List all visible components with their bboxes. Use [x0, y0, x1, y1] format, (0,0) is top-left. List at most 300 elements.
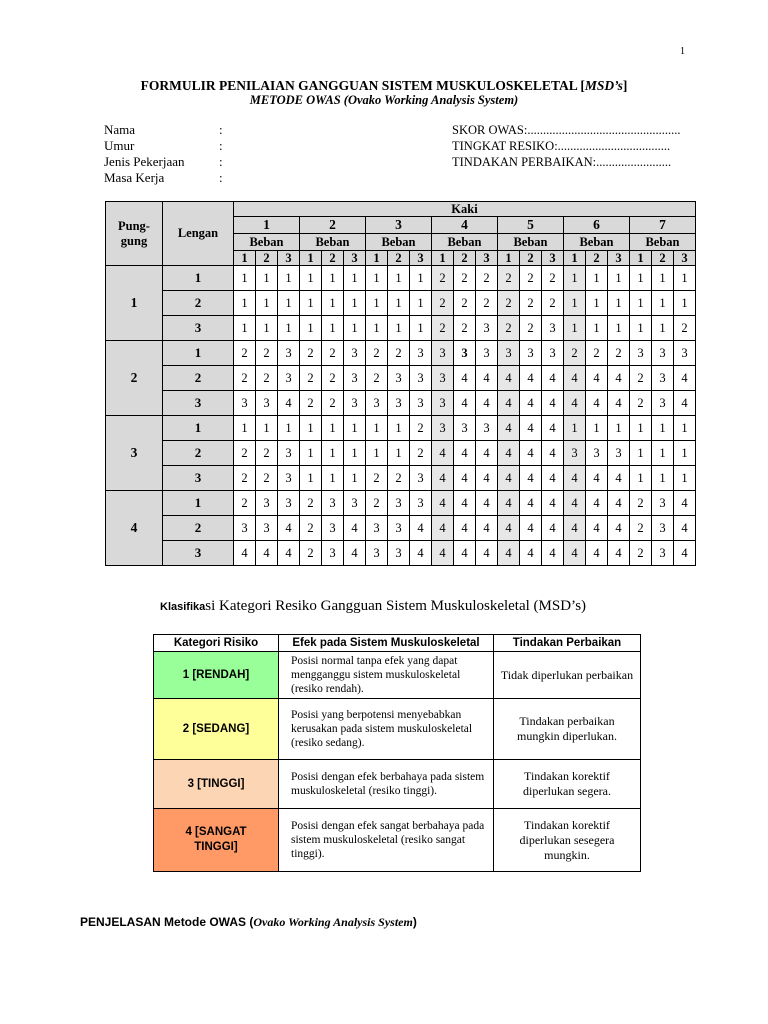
owas-score-cell: 4 [476, 366, 498, 391]
owas-score-cell: 2 [300, 341, 322, 366]
owas-score-cell: 1 [300, 466, 322, 491]
beban-label: Beban [300, 234, 366, 251]
owas-score-cell: 1 [344, 416, 366, 441]
owas-score-cell: 1 [674, 441, 696, 466]
owas-score-cell: 2 [542, 266, 564, 291]
field-label-umur: Umur [104, 138, 135, 153]
category-header-row [154, 635, 641, 652]
owas-score-cell: 1 [564, 316, 586, 341]
beban-number: 3 [344, 251, 366, 266]
owas-score-cell: 4 [256, 541, 278, 566]
classification-title: Klasifikasi Kategori Resiko Gangguan Sistem Muskuloskeletal (MSD’s) [160, 598, 587, 614]
owas-score-cell: 4 [454, 441, 476, 466]
owas-score-cell: 4 [476, 491, 498, 516]
owas-score-cell: 4 [674, 541, 696, 566]
owas-score-cell: 1 [674, 416, 696, 441]
owas-score-cell: 1 [322, 291, 344, 316]
owas-score-cell: 1 [388, 316, 410, 341]
owas-score-cell: 1 [300, 416, 322, 441]
owas-score-cell: 3 [366, 391, 388, 416]
owas-score-cell: 4 [476, 541, 498, 566]
owas-score-cell: 1 [608, 291, 630, 316]
category-header-cell: Kategori Risiko [154, 635, 279, 652]
owas-score-cell: 3 [388, 516, 410, 541]
category-header-cell: Tindakan Perbaikan [494, 635, 641, 652]
owas-score-cell: 2 [366, 491, 388, 516]
category-effect: Posisi dengan efek berbahaya pada sistem muskuloskeletal (resiko tinggi). [279, 760, 494, 809]
owas-score-cell: 4 [234, 541, 256, 566]
owas-score-cell: 4 [476, 391, 498, 416]
owas-score-cell: 1 [366, 441, 388, 466]
owas-score-cell: 1 [630, 416, 652, 441]
owas-score-cell: 4 [498, 491, 520, 516]
owas-score-cell: 4 [564, 391, 586, 416]
owas-score-cell: 4 [586, 491, 608, 516]
owas-score-cell: 4 [564, 366, 586, 391]
form-subtitle: METODE OWAS (Ovako Working Analysis System) [249, 93, 519, 107]
owas-score-cell: 1 [564, 291, 586, 316]
lengan-value: 1 [163, 266, 234, 291]
owas-score-cell: 1 [344, 441, 366, 466]
owas-score-cell: 3 [652, 366, 674, 391]
owas-score-cell: 2 [300, 541, 322, 566]
owas-score-cell: 1 [322, 316, 344, 341]
owas-score-cell: 1 [564, 416, 586, 441]
owas-score-cell: 3 [278, 366, 300, 391]
owas-score-cell: 4 [432, 466, 454, 491]
kaki-number: 2 [300, 217, 366, 234]
owas-score-cell: 3 [476, 341, 498, 366]
owas-data-row [106, 416, 696, 441]
owas-score-cell: 3 [432, 391, 454, 416]
kaki-number: 5 [498, 217, 564, 234]
beban-number: 3 [542, 251, 564, 266]
owas-score-cell: 4 [432, 441, 454, 466]
owas-score-cell: 4 [278, 541, 300, 566]
owas-score-cell: 4 [476, 466, 498, 491]
owas-score-cell: 4 [586, 541, 608, 566]
category-row [154, 699, 641, 760]
owas-score-cell: 2 [454, 291, 476, 316]
owas-score-cell: 2 [322, 341, 344, 366]
owas-score-cell: 1 [630, 441, 652, 466]
beban-number: 1 [432, 251, 454, 266]
owas-score-cell: 1 [410, 266, 432, 291]
header-lengan: Lengan [163, 202, 234, 266]
lengan-value: 2 [163, 366, 234, 391]
owas-score-cell: 3 [322, 516, 344, 541]
beban-label: Beban [234, 234, 300, 251]
owas-score-cell: 4 [542, 516, 564, 541]
owas-score-cell: 2 [410, 441, 432, 466]
owas-score-cell: 3 [498, 341, 520, 366]
owas-score-cell: 4 [520, 541, 542, 566]
owas-score-cell: 1 [234, 266, 256, 291]
owas-score-cell: 3 [454, 341, 476, 366]
owas-score-cell: 2 [630, 491, 652, 516]
owas-data-row [106, 466, 696, 491]
owas-score-cell: 1 [322, 416, 344, 441]
owas-score-cell: 3 [410, 366, 432, 391]
owas-score-cell: 2 [388, 341, 410, 366]
beban-number: 1 [300, 251, 322, 266]
owas-score-cell: 1 [300, 441, 322, 466]
owas-score-cell: 4 [564, 491, 586, 516]
owas-score-cell: 2 [256, 441, 278, 466]
beban-number: 3 [608, 251, 630, 266]
owas-score-cell: 3 [322, 541, 344, 566]
category-name: 2 [SEDANG] [154, 699, 279, 760]
kaki-number: 4 [432, 217, 498, 234]
category-action: Tindakan korektif diperlukan segera. [494, 760, 641, 809]
punggung-value: 4 [106, 491, 163, 566]
owas-score-cell: 1 [674, 266, 696, 291]
owas-score-cell: 4 [498, 516, 520, 541]
owas-score-cell: 4 [454, 391, 476, 416]
punggung-value: 2 [106, 341, 163, 416]
owas-score-cell: 1 [586, 291, 608, 316]
owas-score-cell: 2 [366, 466, 388, 491]
owas-score-cell: 1 [344, 291, 366, 316]
risk-category-table [153, 634, 641, 872]
field-colon: : [219, 122, 223, 137]
beban-label: Beban [564, 234, 630, 251]
owas-score-cell: 2 [366, 366, 388, 391]
owas-score-cell: 4 [542, 466, 564, 491]
owas-score-cell: 4 [608, 366, 630, 391]
owas-score-cell: 1 [256, 291, 278, 316]
owas-score-cell: 3 [366, 541, 388, 566]
beban-number: 3 [674, 251, 696, 266]
owas-score-cell: 2 [498, 316, 520, 341]
owas-data-row [106, 441, 696, 466]
kaki-number: 1 [234, 217, 300, 234]
owas-score-cell: 1 [388, 266, 410, 291]
beban-number: 3 [278, 251, 300, 266]
beban-label: Beban [498, 234, 564, 251]
owas-data-row [106, 366, 696, 391]
owas-score-cell: 1 [388, 291, 410, 316]
owas-score-cell: 3 [608, 441, 630, 466]
owas-score-cell: 4 [608, 391, 630, 416]
beban-number: 2 [520, 251, 542, 266]
beban-number: 3 [476, 251, 498, 266]
owas-score-cell: 2 [234, 441, 256, 466]
owas-score-cell: 3 [256, 516, 278, 541]
owas-score-cell: 4 [520, 516, 542, 541]
owas-score-cell: 4 [564, 516, 586, 541]
owas-score-cell: 1 [366, 316, 388, 341]
owas-score-cell: 4 [542, 391, 564, 416]
owas-score-cell: 4 [542, 491, 564, 516]
owas-score-cell: 3 [652, 341, 674, 366]
lengan-value: 3 [163, 466, 234, 491]
owas-score-cell: 1 [410, 316, 432, 341]
lengan-value: 1 [163, 491, 234, 516]
lengan-value: 3 [163, 541, 234, 566]
beban-number: 2 [388, 251, 410, 266]
owas-score-cell: 4 [454, 491, 476, 516]
owas-score-cell: 3 [344, 391, 366, 416]
owas-score-cell: 4 [454, 516, 476, 541]
kaki-number: 6 [564, 217, 630, 234]
owas-score-cell: 1 [652, 291, 674, 316]
owas-score-cell: 4 [454, 466, 476, 491]
owas-score-cell: 2 [410, 416, 432, 441]
owas-score-cell: 3 [256, 491, 278, 516]
owas-score-cell: 3 [344, 341, 366, 366]
owas-score-cell: 1 [564, 266, 586, 291]
owas-score-cell: 2 [300, 366, 322, 391]
owas-score-cell: 2 [432, 266, 454, 291]
owas-score-cell: 4 [278, 516, 300, 541]
owas-score-cell: 1 [410, 291, 432, 316]
category-action: Tindakan korektif diperlukan sesegera mungkin. [494, 809, 641, 872]
owas-score-cell: 3 [278, 341, 300, 366]
category-header-cell: Efek pada Sistem Muskuloskeletal [279, 635, 494, 652]
owas-score-cell: 2 [630, 391, 652, 416]
field-colon: : [219, 170, 223, 185]
lengan-value: 2 [163, 441, 234, 466]
owas-data-row [106, 316, 696, 341]
owas-score-cell: 2 [432, 291, 454, 316]
owas-score-cell: 2 [454, 266, 476, 291]
beban-number: 2 [652, 251, 674, 266]
category-effect: Posisi yang berpotensi menyebabkan kerusakan pada sistem muskuloskeletal (resiko sedang). [279, 699, 494, 760]
owas-score-cell: 3 [476, 416, 498, 441]
owas-score-cell: 4 [520, 466, 542, 491]
beban-number: 1 [630, 251, 652, 266]
owas-score-cell: 2 [234, 341, 256, 366]
owas-data-row [106, 516, 696, 541]
field-tingkat-resiko: TINGKAT RESIKO:.................................... [452, 139, 671, 153]
owas-score-cell: 2 [454, 316, 476, 341]
owas-score-cell: 4 [432, 491, 454, 516]
category-name: 1 [RENDAH] [154, 652, 279, 699]
owas-score-cell: 4 [344, 516, 366, 541]
owas-score-cell: 3 [432, 366, 454, 391]
owas-score-cell: 3 [278, 466, 300, 491]
owas-score-cell: 2 [586, 341, 608, 366]
owas-score-cell: 1 [652, 416, 674, 441]
field-label-masa-kerja: Masa Kerja [104, 170, 165, 185]
owas-score-cell: 2 [630, 366, 652, 391]
owas-score-cell: 3 [388, 391, 410, 416]
owas-score-cell: 2 [542, 291, 564, 316]
field-label-nama: Nama [104, 122, 136, 137]
form-title: FORMULIR PENILAIAN GANGGUAN SISTEM MUSKULOSKELETAL [MSD’s] [140, 78, 628, 93]
punggung-value: 3 [106, 416, 163, 491]
category-effect: Posisi normal tanpa efek yang dapat mengganggu sistem muskuloskeletal (resiko rendah). [279, 652, 494, 699]
owas-score-cell: 2 [630, 541, 652, 566]
owas-score-cell: 4 [432, 516, 454, 541]
owas-score-cell: 3 [410, 466, 432, 491]
owas-score-cell: 4 [476, 441, 498, 466]
beban-label: Beban [630, 234, 696, 251]
owas-score-cell: 3 [652, 516, 674, 541]
owas-score-cell: 2 [476, 266, 498, 291]
owas-score-cell: 3 [410, 391, 432, 416]
owas-score-cell: 1 [366, 266, 388, 291]
owas-score-cell: 1 [586, 316, 608, 341]
owas-score-cell: 4 [476, 516, 498, 541]
beban-number: 2 [256, 251, 278, 266]
category-row [154, 809, 641, 872]
owas-score-cell: 1 [278, 316, 300, 341]
owas-score-cell: 1 [256, 416, 278, 441]
owas-score-cell: 4 [608, 516, 630, 541]
owas-score-cell: 4 [674, 516, 696, 541]
owas-data-row [106, 291, 696, 316]
owas-score-cell: 1 [608, 266, 630, 291]
beban-number: 2 [586, 251, 608, 266]
category-row [154, 760, 641, 809]
owas-score-cell: 3 [278, 491, 300, 516]
owas-score-cell: 2 [520, 266, 542, 291]
page-number: 1 [680, 46, 685, 57]
owas-score-cell: 1 [608, 416, 630, 441]
owas-score-cell: 3 [520, 341, 542, 366]
lengan-value: 3 [163, 391, 234, 416]
owas-score-cell: 3 [564, 441, 586, 466]
owas-score-cell: 4 [278, 391, 300, 416]
owas-score-cell: 2 [300, 491, 322, 516]
beban-label: Beban [366, 234, 432, 251]
owas-score-cell: 2 [322, 366, 344, 391]
owas-score-cell: 4 [454, 366, 476, 391]
field-colon: : [219, 154, 223, 169]
owas-score-cell: 1 [366, 291, 388, 316]
owas-score-cell: 1 [300, 316, 322, 341]
owas-score-cell: 1 [300, 266, 322, 291]
owas-score-cell: 3 [388, 541, 410, 566]
owas-score-cell: 4 [520, 491, 542, 516]
owas-score-cell: 4 [410, 516, 432, 541]
owas-score-cell: 3 [256, 391, 278, 416]
owas-score-cell: 2 [234, 466, 256, 491]
owas-score-cell: 4 [344, 541, 366, 566]
score-fields [452, 122, 681, 170]
owas-score-cell: 4 [410, 541, 432, 566]
lengan-value: 2 [163, 516, 234, 541]
owas-score-cell: 1 [278, 266, 300, 291]
beban-number: 2 [322, 251, 344, 266]
owas-score-cell: 1 [674, 466, 696, 491]
owas-score-cell: 2 [300, 516, 322, 541]
owas-score-cell: 4 [498, 366, 520, 391]
punggung-value: 1 [106, 266, 163, 341]
owas-score-cell: 1 [322, 466, 344, 491]
owas-score-cell: 3 [410, 491, 432, 516]
owas-score-cell: 2 [322, 391, 344, 416]
header-punggung: Pung- gung [106, 202, 163, 266]
owas-score-cell: 4 [586, 366, 608, 391]
owas-score-cell: 1 [234, 291, 256, 316]
owas-score-cell: 2 [388, 466, 410, 491]
kaki-number: 7 [630, 217, 696, 234]
owas-data-row [106, 541, 696, 566]
field-colon: : [219, 138, 223, 153]
owas-score-cell: 1 [388, 416, 410, 441]
owas-score-cell: 4 [564, 541, 586, 566]
owas-score-cell: 4 [564, 466, 586, 491]
owas-score-cell: 1 [234, 416, 256, 441]
field-label-jenis-pekerjaan: Jenis Pekerjaan [104, 154, 185, 169]
field-skor-owas: SKOR OWAS:................................................. [452, 123, 681, 137]
kaki-number: 3 [366, 217, 432, 234]
beban-number: 1 [498, 251, 520, 266]
owas-score-cell: 3 [410, 341, 432, 366]
lengan-value: 2 [163, 291, 234, 316]
owas-score-cell: 3 [652, 391, 674, 416]
owas-score-cell: 1 [278, 416, 300, 441]
owas-score-cell: 4 [674, 491, 696, 516]
field-tindakan-perbaikan: TINDAKAN PERBAIKAN:........................ [452, 155, 672, 169]
owas-score-cell: 2 [608, 341, 630, 366]
owas-score-cell: 1 [366, 416, 388, 441]
owas-data-row [106, 391, 696, 416]
owas-score-cell: 2 [520, 316, 542, 341]
owas-score-cell: 3 [322, 491, 344, 516]
owas-score-cell: 4 [498, 391, 520, 416]
owas-explanation-heading: PENJELASAN Metode OWAS (Ovako Working Analysis System) [80, 915, 417, 929]
owas-score-cell: 3 [630, 341, 652, 366]
owas-score-cell: 3 [586, 441, 608, 466]
category-name: 3 [TINGGI] [154, 760, 279, 809]
owas-score-cell: 4 [608, 466, 630, 491]
owas-score-cell: 1 [322, 441, 344, 466]
owas-score-cell: 2 [674, 316, 696, 341]
owas-score-cell: 1 [322, 266, 344, 291]
owas-score-cell: 1 [652, 441, 674, 466]
category-name: 4 [SANGAT TINGGI] [154, 809, 279, 872]
owas-score-cell: 3 [388, 366, 410, 391]
owas-score-cell: 1 [630, 316, 652, 341]
beban-number: 1 [564, 251, 586, 266]
owas-score-cell: 4 [586, 516, 608, 541]
owas-score-cell: 1 [344, 316, 366, 341]
lengan-value: 1 [163, 416, 234, 441]
owas-score-cell: 4 [542, 441, 564, 466]
owas-score-cell: 1 [630, 466, 652, 491]
owas-score-cell: 4 [498, 541, 520, 566]
owas-data-row [106, 266, 696, 291]
owas-score-cell: 4 [520, 416, 542, 441]
owas-score-cell: 4 [608, 541, 630, 566]
owas-score-cell: 1 [300, 291, 322, 316]
lengan-value: 3 [163, 316, 234, 341]
owas-score-cell: 2 [476, 291, 498, 316]
owas-score-cell: 4 [608, 491, 630, 516]
owas-score-cell: 3 [234, 391, 256, 416]
owas-score-cell: 4 [674, 391, 696, 416]
form-labels [104, 122, 185, 186]
owas-score-cell: 2 [300, 391, 322, 416]
owas-score-cell: 3 [454, 416, 476, 441]
owas-score-cell: 1 [630, 266, 652, 291]
owas-score-cell: 1 [344, 466, 366, 491]
owas-score-cell: 2 [564, 341, 586, 366]
owas-score-cell: 4 [674, 366, 696, 391]
beban-number: 2 [454, 251, 476, 266]
owas-score-cell: 1 [630, 291, 652, 316]
beban-number: 1 [234, 251, 256, 266]
header-kaki: Kaki [234, 202, 696, 217]
owas-score-cell: 3 [652, 491, 674, 516]
owas-score-cell: 3 [366, 516, 388, 541]
owas-score-cell: 1 [652, 316, 674, 341]
owas-score-cell: 4 [520, 391, 542, 416]
